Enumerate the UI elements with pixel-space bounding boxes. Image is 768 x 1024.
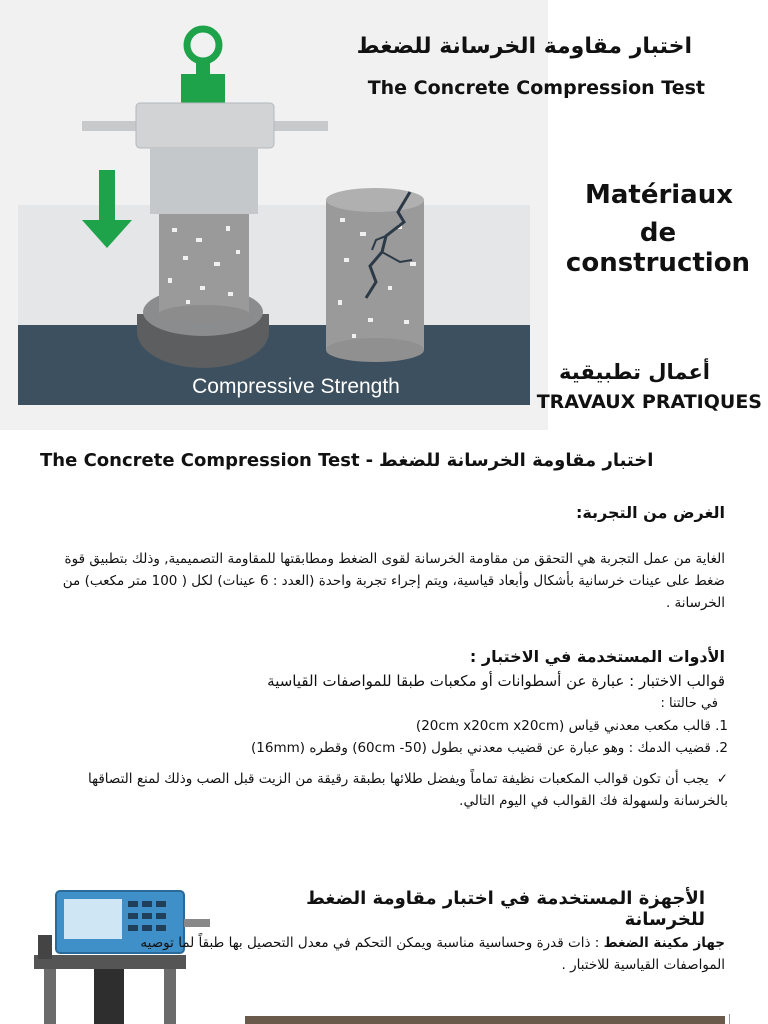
- tools-note-text: يجب أن تكون قوالب المكعبات نظيفة تماماً ويفضل طلائها بطبقة رقيقة من الزيت قبل الصب وذلك لمنع التصاقها بالخرسانة ولسهولة فك القوالب في اليوم التالي.: [87, 771, 728, 809]
- our-case-label: في حالتنا :: [660, 696, 718, 711]
- purpose-title: الغرض من التجربة:: [575, 503, 725, 522]
- practical-work-arabic: أعمال تطبيقية: [559, 360, 710, 384]
- title-arabic: اختبار مقاومة الخرسانة للضغط: [356, 34, 692, 59]
- subject-line-2: de construction: [565, 218, 751, 278]
- purpose-paragraph: الغاية من عمل التجربة هي التحقق من مقاومة الخرسانة لقوى الضغط ومطابقتها للمقاومة التصميمية, وذلك بتطبيق قوة ضغط على عينات خرسانية بأشكال وأبعاد قياسية، ويتم إجراء تجربة واحدة (العدد : 6 عينات) لكل ( 100 متر مكعب) من الخرسانة .: [62, 551, 725, 611]
- concrete-cylinder-under-press: [159, 214, 249, 323]
- list-number: 2.: [715, 740, 728, 756]
- machine-text: : ذات قدرة وحساسية مناسبة ويمكن التحكم في معدل التحصيل بها طبقاً لما توصيه المواصفات القياسية للاختبار .: [140, 935, 725, 973]
- subject-line-1: Matériaux: [584, 180, 734, 210]
- tools-title: الأدوات المستخدمة في الاختبار :: [469, 647, 725, 666]
- machine-label: جهاز مكينة الضغط: [603, 935, 725, 951]
- list-text: قضيب الدمك : وهو عبارة عن قضيب معدني بطول (50- 60cm) وقطره (16mm): [251, 740, 711, 756]
- illustration-caption: Compressive Strength: [192, 375, 400, 398]
- machine-description: [90, 932, 725, 976]
- practical-work-french: TRAVAUX PRATIQUES: [536, 391, 762, 413]
- list-text: قالب مكعب معدني قياس (20cm x20cm x20cm): [415, 718, 711, 734]
- section-heading-english: The Concrete Compression Test: [40, 450, 360, 471]
- tools-molds-line: قوالب الاختبار : عبارة عن أسطوانات أو مكعبات طبقا للمواصفات القياسية: [267, 672, 725, 690]
- compressive-strength-illustration: [0, 0, 548, 430]
- tools-list-item: [150, 740, 728, 762]
- devices-title: الأجهزة المستخدمة في اختبار مقاومة الضغط للخرسانة: [306, 888, 705, 930]
- section-heading: [40, 450, 690, 471]
- divider: [729, 1014, 730, 1024]
- cracked-concrete-cylinder: [326, 188, 424, 362]
- section-heading-arabic: اختبار مقاومة الخرسانة للضغط: [379, 450, 654, 471]
- tools-list-item: [150, 718, 728, 740]
- title-english: The Concrete Compression Test: [367, 77, 705, 99]
- list-number: 1.: [715, 718, 728, 734]
- section-heading-separator: -: [365, 450, 374, 471]
- check-icon: ✓: [716, 771, 728, 787]
- tools-note: [40, 768, 728, 812]
- bottom-photo-strip: [245, 1016, 725, 1024]
